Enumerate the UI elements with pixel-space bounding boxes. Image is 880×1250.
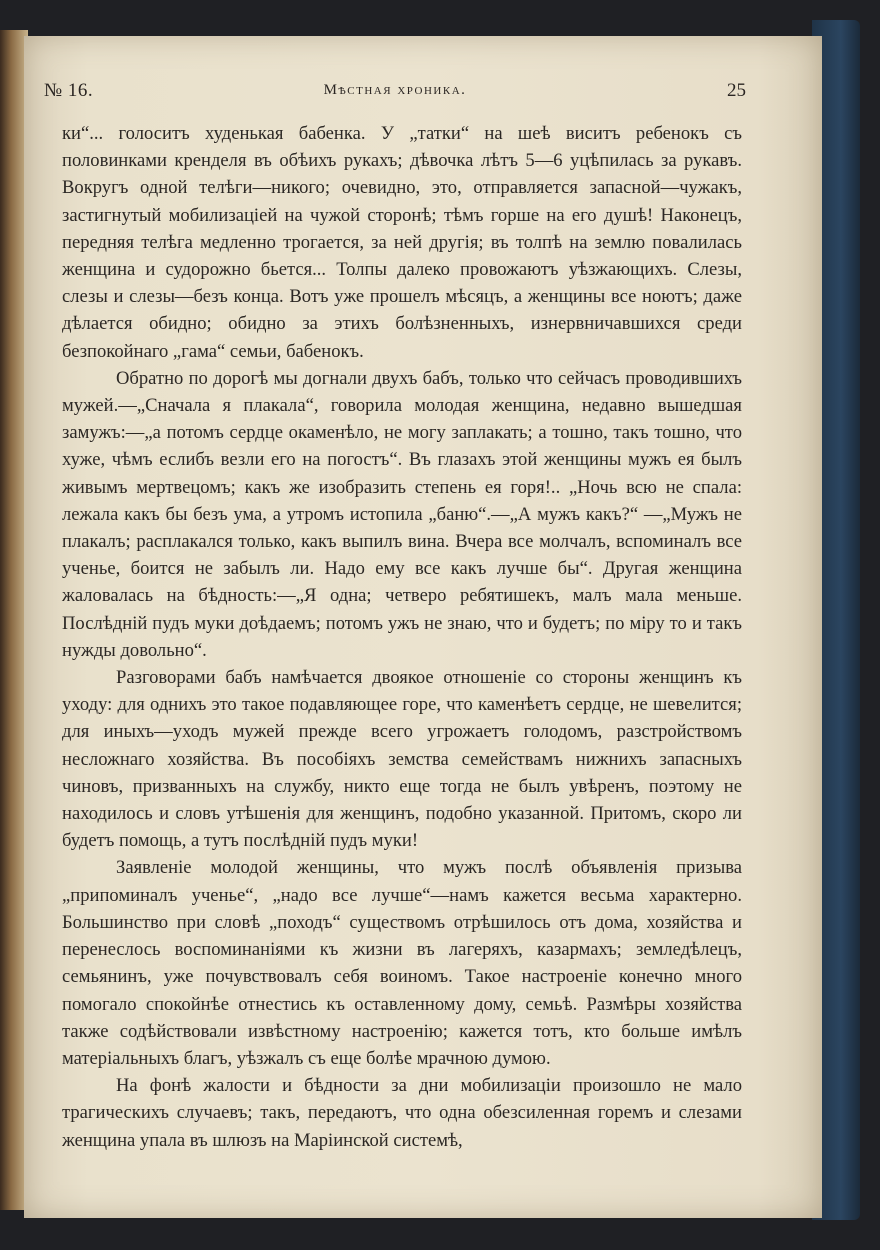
paragraph-2: Обратно по дорогѣ мы догнали двухъ бабъ, только что сейчасъ проводившихъ мужей.—„Сначала я плакала“, говорила молодая женщина, недавно вышедшая замужъ:—„а потомъ сердце окаменѣло, не могу заплакать; а тошно, такъ тошно, что хуже, чѣмъ еслибъ везли его на погостъ“. Въ глазахъ этой женщины мужъ ея былъ живымъ мертвецомъ; какъ же изобразить степень ея горя!.. „Ночь всю не спала: лежала какъ бы безъ ума, а утромъ истопила „баню“.—„А мужъ какъ?“ —„Мужъ не плакалъ; расплакался только, какъ выпилъ вина. Вчера все молчалъ, вспоминалъ все ученье, боится не забылъ ли. Надо ему все какъ лучше бы“. Другая женщина жаловалась на бѣдность:—„Я одна; четверо ребятишекъ, малъ мала меньше. Послѣднiй пудъ муки доѣдаемъ; потомъ ужъ не знаю, что и будетъ; по мiру то и такъ нужды довольно“. <box>62 367 742 661</box>
paragraph-4: Заявленiе молодой женщины, что мужъ послѣ объявленiя призыва „припоминалъ ученье“, „надо все лучше“—намъ кажется весьма характерно. Большинство при словѣ „походъ“ существомъ отрѣшилось отъ дома, хозяйства и перенеслось воспоминанiями къ жизни въ лагеряхъ, казармахъ; земледѣлецъ, семьянинъ, уже почувствовалъ себя воиномъ. Такое настроенiе конечно много помогало спокойнѣе отнестись къ оставленному дому, семьѣ. Размѣры хозяйства также содѣйствовали извѣстному настроенiю; кажется тотъ, кто больше имѣлъ матерiальныхъ благъ, уѣзжалъ съ еще болѣе мрачною думою. <box>62 857 742 1069</box>
paragraph-3: Разговорами бабъ намѣчается двоякое отношенiе со стороны женщинъ къ уходу: для однихъ это такое подавляющее горе, что каменѣетъ сердце, не шевелится; для иныхъ—уходъ мужей прежде всего угрожаетъ голодомъ, разстройствомъ несложнаго хозяйства. Въ пособiяхъ земства семействамъ нижнихъ запасныхъ чиновъ, призванныхъ на службу, никто еще тогда не былъ увѣренъ, поэтому не находилось и словъ утѣшенiя для женщинъ, подобно указанной. Притомъ, скоро ли будетъ помощь, а тутъ послѣднiй пудъ муки! <box>62 667 742 852</box>
page-number: 25 <box>727 80 746 101</box>
running-header <box>44 44 746 100</box>
paragraph-5: На фонѣ жалости и бѣдности за дни мобилизацiи произошло не мало трагическихъ случаевъ; такъ, передаютъ, что одна обезсиленная горемъ и слезами женщина упала въ шлюзъ на Марiинской системѣ, <box>62 1075 742 1151</box>
section-title: Мѣстная хроника. <box>323 82 467 98</box>
paragraph-1: ки“... голоситъ худенькая бабенка. У „татки“ на шеѣ виситъ ребенокъ съ половинками кренделя въ обѣихъ рукахъ; дѣвочка лѣтъ 5—6 уцѣпилась за рукавъ. Вокругъ одной телѣги—никого; очевидно, это, отправляется запасной—чужакъ, застигнутый мобилизацiей на чужой сторонѣ; тѣмъ горше на его душѣ! Наконецъ, передняя телѣга медленно трогается, за ней другiя; въ толпѣ на землю повалилась женщина и судорожно бьется... Толпы далеко провожаютъ уѣзжающихъ. Слезы, слезы и слезы—безъ конца. Вотъ уже прошелъ мѣсяцъ, а женщины все ноютъ; даже дѣлается обидно; обидно за этихъ болѣзненныхъ, изнервничавшихся среди безпокойнаго „гама“ семьи, бабенокъ. <box>62 123 742 362</box>
issue-number: № 16. <box>44 80 94 101</box>
body-text <box>62 120 742 1154</box>
